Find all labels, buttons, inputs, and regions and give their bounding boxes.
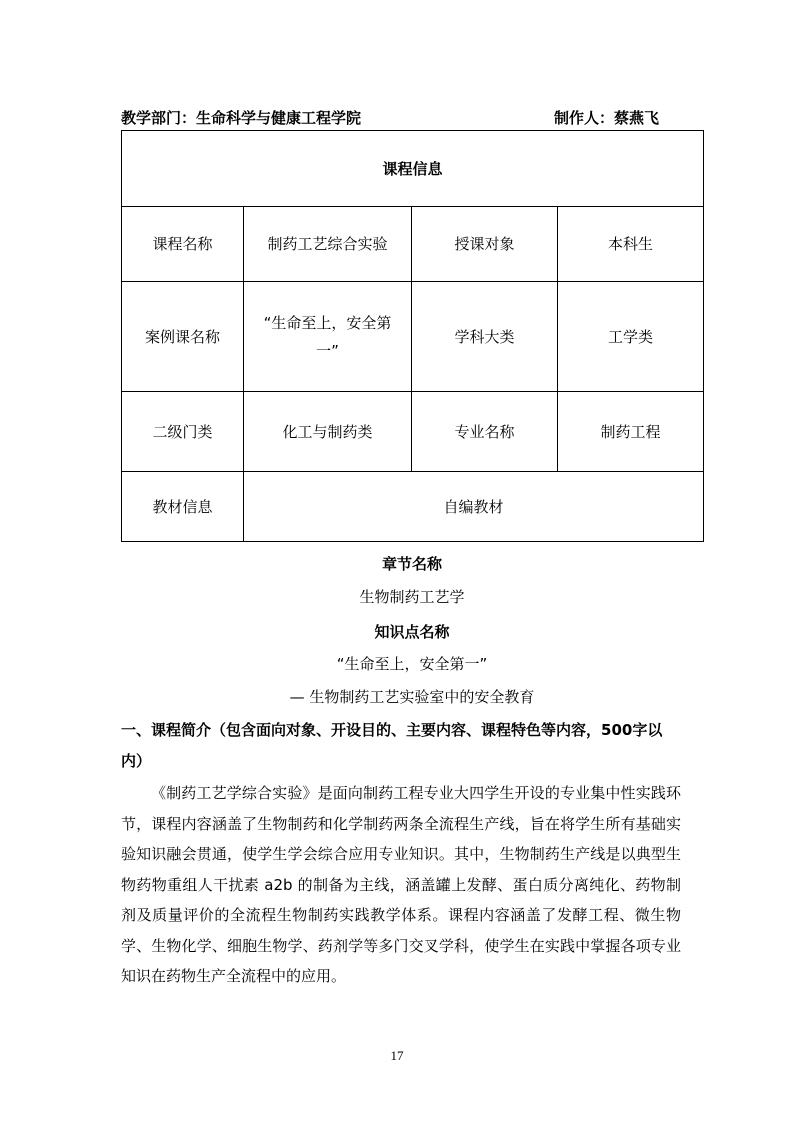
table-cell: 专业名称 — [412, 392, 558, 472]
department-label: 教学部门：生命科学与健康工程学院 — [121, 109, 362, 127]
chapter-value: 生物制药工艺学 — [359, 588, 465, 606]
table-cell: 制药工艺综合实验 — [244, 207, 412, 282]
author-label: 制作人：蔡燕飞 — [553, 109, 659, 127]
knowledge-point-value: “生命至上，安全第一” — [336, 655, 488, 673]
table-cell: 本科生 — [558, 207, 704, 282]
table-cell: “生命至上，安全第一” — [244, 282, 412, 392]
course-info-table — [121, 130, 704, 542]
table-cell: 学科大类 — [412, 282, 558, 392]
section-title: 一、课程简介（包含面向对象、开设目的、主要内容、课程特色等内容，500字以内） — [121, 721, 663, 770]
course-info-title: 课程信息 — [122, 131, 704, 207]
textbook-label: 教材信息 — [122, 472, 244, 542]
chapter-label: 章节名称 — [381, 555, 442, 573]
textbook-value: 自编教材 — [244, 472, 704, 542]
course-intro-paragraph: 《制药工艺学综合实验》是面向制药工程专业大四学生开设的专业集中性实践环节，课程内容涵盖了生物制药和化学制药两条全流程生产线，旨在将学生所有基础实验知识融会贯通，使学生学会综合应用专业知识。其中，生物制药生产线是以典型生物药物重组人干扰素 a2b 的制备为主线，涵盖罐上发酵、蛋白质分离纯化、药物制剂及质量评价的全流程生物制药实践教学体系。课程内容涵盖了发酵工程、微生物学、生物化学、细胞生物学、药剂学等多门交叉学科，使学生在实践中掌握各项专业知识在药物生产全流程中的应用。 — [121, 784, 681, 985]
knowledge-point-subtitle: — 生物制药工艺实验室中的安全教育 — [289, 688, 535, 706]
page-number: 17 — [390, 1048, 404, 1063]
table-cell: 课程名称 — [122, 207, 244, 282]
table-cell: 化工与制药类 — [244, 392, 412, 472]
knowledge-point-label: 知识点名称 — [374, 623, 450, 641]
table-cell: 制药工程 — [558, 392, 704, 472]
table-cell: 授课对象 — [412, 207, 558, 282]
table-cell: 案例课名称 — [122, 282, 244, 392]
table-cell: 工学类 — [558, 282, 704, 392]
page-header — [121, 105, 659, 131]
table-cell: 二级门类 — [122, 392, 244, 472]
